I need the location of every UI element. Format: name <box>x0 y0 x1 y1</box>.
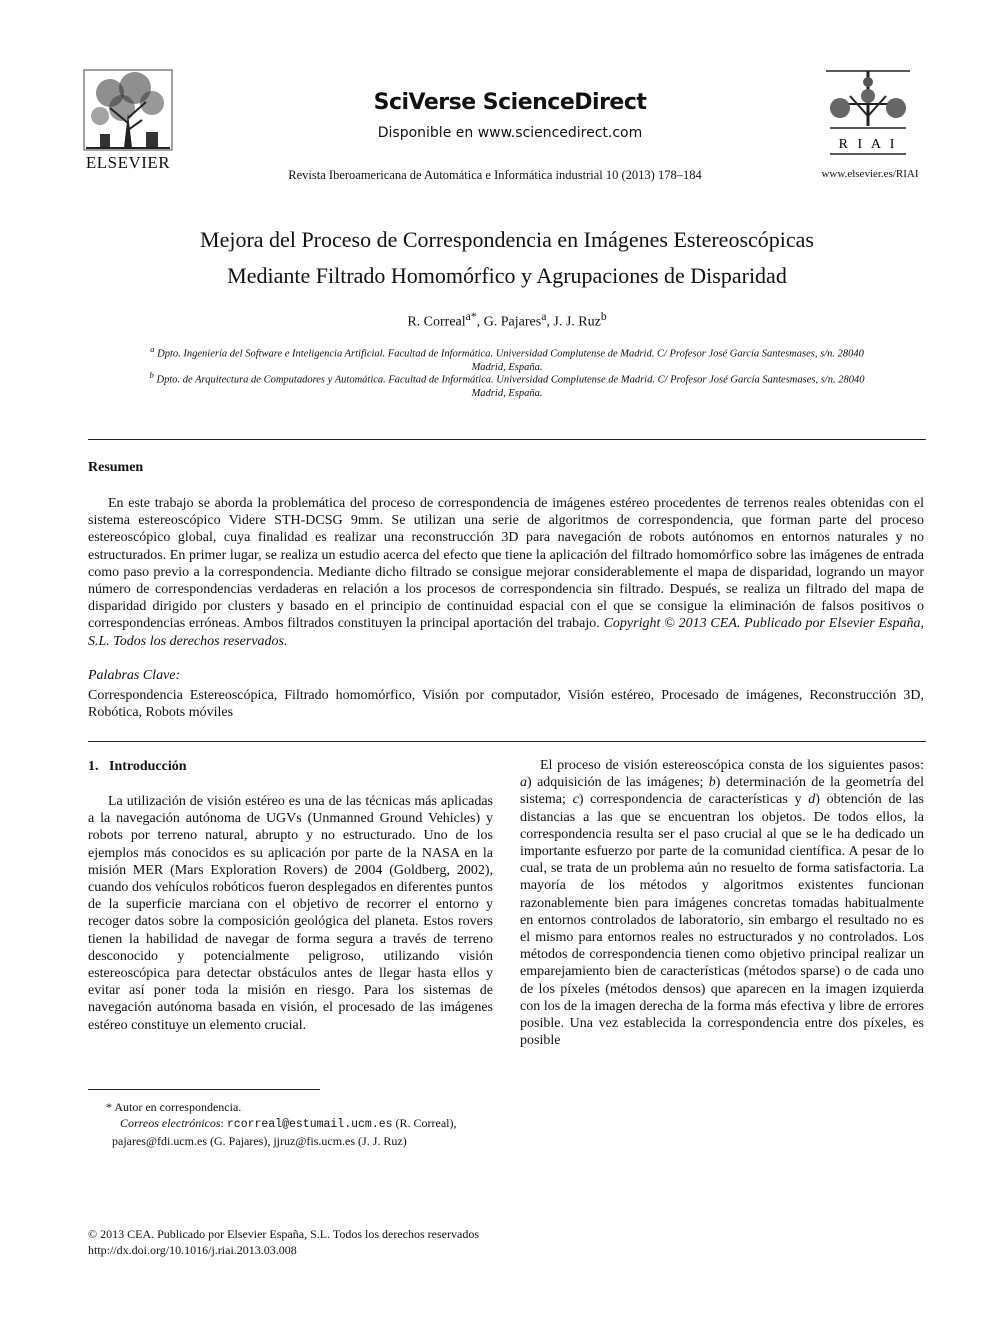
affiliation-text: Dpto. de Arquitectura de Computadores y Automática. Facultad de Informática. Universidad Complutense de Madrid. C/ Profesor José García Santesmases, s/n. 28040 <box>156 374 865 386</box>
affiliation-cont: Madrid, España. <box>471 361 543 373</box>
abstract-text: En este trabajo se aborda la problemática del proceso de correspondencia de imágenes estéreo procedentes de terrenos reales obtenidas con el sistema estereoscópico Videre STH-DCSG 9mm. Se utilizan una serie de algoritmos de correspondencia, que forman parte del proceso estereoscópico global, cuya finalidad es realizar una reconstrucción 3D para navegación de robots autónomos en entornos naturales y no estructurados. En primer lugar, se realiza un estudio acerca del efecto que tiene la aplicación del filtrado homomórfico sobre las imágenes de entrada como paso previo a la correspondencia. Mediante dicho filtrado se consigue mejorar considerablemente el mapa de disparidad, logrando un mayor número de correspondencias verdaderas en relación a los procesos de correspondencia sin filtrado. Después, se realiza un filtrado del mapa de disparidad dirigido por clusters y basado en el principio de continuidad espacial con el que se consigue la eliminación de falsos positivos o correspondencias erróneas. Ambos filtrados constituyen la principal aportación del trabajo. <box>88 496 924 632</box>
availability-text: Disponible en www.sciencedirect.com <box>377 125 643 141</box>
text-run: ) determinación de la geometría del sistema; <box>520 775 924 808</box>
publisher-name: ELSEVIER <box>85 153 171 172</box>
footer-copyright: © 2013 CEA. Publicado por Elsevier España, S.L. Todos los derechos reservados <box>88 1227 479 1241</box>
intro-column-right <box>520 757 924 1049</box>
author-list: R. Correal$^{a*}$, G. Pajares$^a$, J. J. Ruz$^b$ <box>407 310 607 330</box>
text-run: ) obtención de las distancias a las que se encuentran los objetos. De todos ellos, la correspondencia resulta ser el paso crucial al que se le ha dedicado un importante esfuerzo por parte de la comunidad científica. A pesar de lo cual, se trata de un problema aún no resuelto de forma satisfactoria. La mayoría de los métodos y algoritmos existentes funcionan razonablemente bien para imágenes concretas tomadas habitualmente en entornos controlados de laboratorio, sin embargo el resultado no es el mismo para entornos reales no estructurados y no controlados. Los métodos de correspondencia tienen como objetivo principal realizar un emparejamiento bien de características (métodos sparse) o de cada uno de los píxeles (métodos densos) que aparecen en la imagen izquierda con los de la imagen derecha de la forma más efectiva y libre de errores posible. Una vez establecida la correspondencia entre dos píxeles, es posible <box>520 792 924 1049</box>
footer-doi[interactable]: http://dx.doi.org/10.1016/j.riai.2013.03.008 <box>88 1243 297 1257</box>
paper-title <box>90 222 924 294</box>
abstract-heading: Resumen <box>88 460 144 475</box>
sciverse-logo-text: SciVerse ScienceDirect <box>373 90 647 115</box>
footnote-line-3: pajares@fdi.ucm.es (G. Pajares), jjruz@fis.ucm.es (J. J. Ruz) <box>112 1134 407 1148</box>
list-letter: c <box>572 792 579 808</box>
list-letter: b <box>708 775 716 791</box>
author-sup: a* <box>465 310 477 323</box>
title-line-2: Mediante Filtrado Homomórfico y Agrupaciones de Disparidad <box>227 263 787 288</box>
riai-logo <box>826 68 910 158</box>
riai-label: R I A I <box>838 137 898 152</box>
text-run: ) correspondencia de características y <box>578 792 809 808</box>
affiliation-text: Dpto. Ingeniería del Software e Inteligencia Artificial. Facultad de Informática. Universidad Complutense de Madrid. C/ Profesor José García Santesmases, s/n. 28040 <box>157 348 864 360</box>
divider <box>88 439 926 440</box>
affiliation-sup: a <box>150 344 155 354</box>
abstract-body <box>88 495 924 650</box>
section-heading: 1. Introducción <box>88 759 187 774</box>
affiliation-b <box>90 369 924 400</box>
affiliation-sup: b <box>149 370 154 380</box>
abstract-copyright: Copyright © 2013 CEA. Publicado por Elsevier España, S.L. Todos los derechos reservados. <box>88 616 924 649</box>
affiliation-cont: Madrid, España. <box>471 387 543 399</box>
author-name: R. Correal <box>407 314 466 330</box>
author-name: G. Pajares <box>483 314 542 330</box>
footnote-mark: * <box>106 1100 112 1114</box>
riai-url[interactable]: www.elsevier.es/RIAI <box>821 168 919 180</box>
author-sup: a <box>541 310 547 323</box>
list-letter: d <box>808 792 816 808</box>
title-line-1: Mejora del Proceso de Correspondencia en Imágenes Estereoscópicas <box>200 227 814 252</box>
footnote-line-1: Autor en correspondencia. <box>114 1100 242 1114</box>
text-run: ) adquisición de las imágenes; <box>527 775 709 791</box>
author-name: J. J. Ruz <box>553 314 601 330</box>
emails-label: Correos electrónicos <box>120 1116 221 1130</box>
text-run: El proceso de visión estereoscópica consta de los siguientes pasos: <box>540 758 924 773</box>
keywords-list: Correspondencia Estereoscópica, Filtrado homomórfico, Visión por computador, Visión estéreo, Procesado de imágenes, Reconstrucción 3D, Robótica, Robots móviles <box>88 688 924 720</box>
email-link[interactable]: rcorreal@estumail.ucm.es <box>226 1118 393 1131</box>
intro-column-left: La utilización de visión estéreo es una de las técnicas más aplicadas a la navegación autónoma de UGVs (Unmanned Ground Vehicles) y robots por terreno natural, abrupto y no estructurado. Uno de los ejemplos más conocidos es su aplicación por parte de la NASA en la misión MER (Mars Exploration Rovers) de 2004 (Goldberg, 2002), cuando dos vehículos robóticos fueron desplegados en diferentes puntos de la superficie marciana con el objetivo de recorrer el entorno y recoger datos sobre la composición geológica del planeta. Estos rovers tienen la habilidad de navegar de forma segura a través de terreno desconocido y potencialmente peligroso, utilizando visión estereoscópica para detectar obstáculos antes de llegar hasta ellos y evitar así poner toda la misión en riesgo. Para los sistemas de navegación autónoma basada en visión, el procesado de las imágenes estéreo constituye un elemento crucial. <box>88 794 493 1033</box>
divider <box>88 741 926 742</box>
keywords-heading: Palabras Clave: <box>88 668 181 683</box>
page-footer <box>88 1226 479 1258</box>
list-letter: a <box>520 775 527 791</box>
journal-citation: Revista Iberoamericana de Automática e Informática industrial 10 (2013) 178–184 <box>288 168 702 182</box>
author-sup: b <box>600 310 607 323</box>
footnote-rule <box>88 1089 320 1090</box>
email-owner: (R. Correal), <box>395 1116 457 1130</box>
footnote: * Autor en correspondencia. Correos electrónicos: rcorreal@estumail.ucm.es (R. Correal), pajares@fdi.ucm.es (G. Pajares), jjruz@fis.ucm.es (J. J. Ruz) <box>88 1099 508 1149</box>
